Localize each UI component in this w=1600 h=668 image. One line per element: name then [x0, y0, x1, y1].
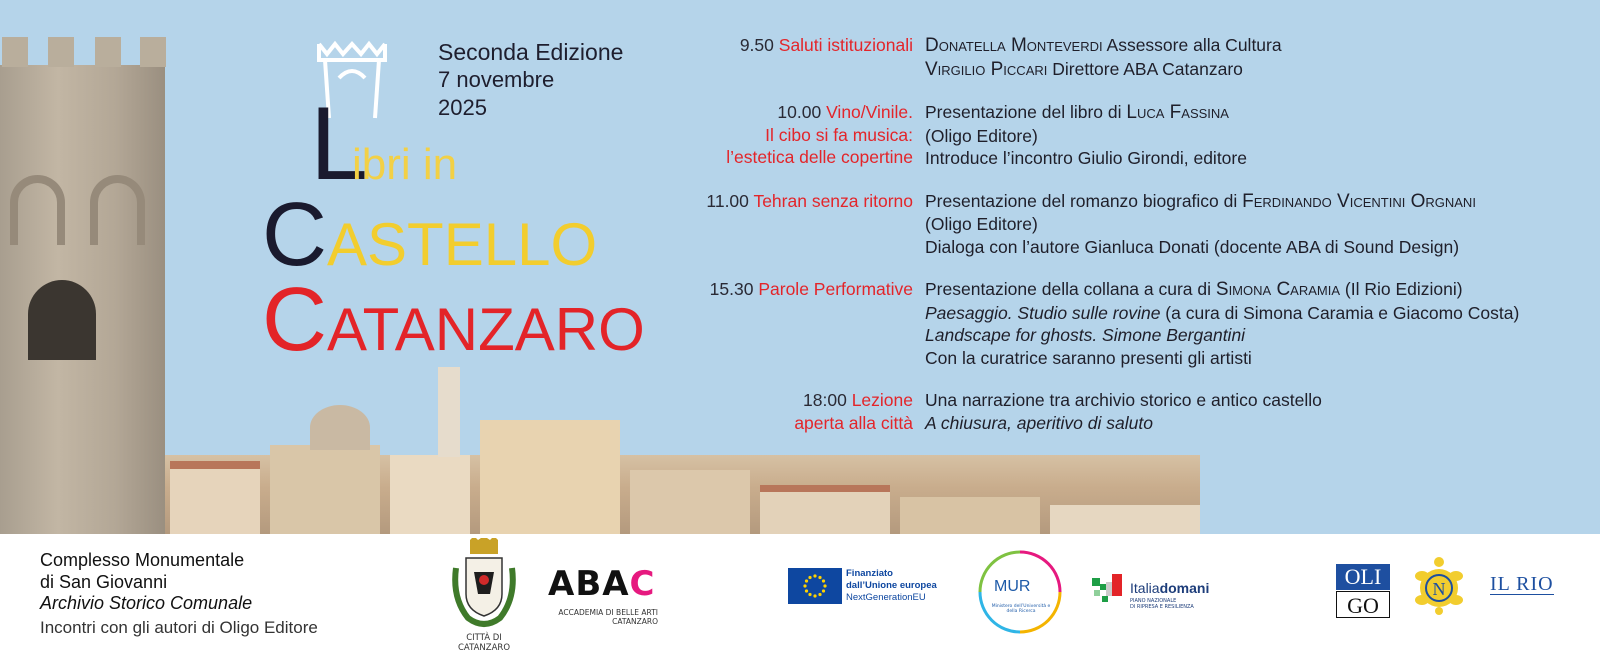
oligo-top: OLI — [1336, 564, 1390, 590]
speaker-name: Donatella Monteverdi — [925, 35, 1103, 56]
programme-time: 9.50 — [739, 35, 774, 55]
turtle-logo — [1414, 556, 1464, 616]
detail-text: Dialoga con l’autore Gianluca Donati (docente ABA di Sound Design) — [925, 236, 1460, 257]
logo-catanzaro-rest: ATANZARO — [327, 296, 645, 363]
programme-item — [640, 34, 1590, 81]
speaker-role: Assessore alla Cultura — [1102, 35, 1282, 55]
church-dome — [310, 405, 370, 450]
city-caption-line: CITTÀ DI — [466, 633, 502, 643]
aba-subtitle-line: CATANZARO — [612, 617, 658, 626]
italiadomani-wordmark — [1130, 580, 1209, 596]
aba-subtitle-line: ACCADEMIA DI BELLE ARTI — [558, 608, 658, 617]
aba-mark-accent: C — [629, 564, 656, 604]
ilrio-logo: IL RIO — [1490, 573, 1554, 595]
detail-text: Presentazione del romanzo biografico di — [925, 190, 1243, 211]
merlon — [95, 37, 121, 67]
book-title: Paesaggio. Studio sulle rovine — [925, 302, 1161, 323]
building — [270, 445, 380, 534]
aba-mark-letters: ABA — [548, 564, 630, 604]
programme-title: Tehran senza ritorno — [753, 190, 913, 211]
building — [760, 490, 890, 534]
logo-castello-rest: ASTELLO — [327, 211, 598, 278]
merlon — [140, 37, 166, 67]
logo-catanzaro — [262, 270, 645, 391]
aba-logo — [548, 564, 658, 634]
author-name: Luca Fassina — [1126, 102, 1229, 123]
italiadomani-subtitle — [1130, 598, 1194, 610]
building — [390, 455, 470, 534]
programme-time: 10.00 — [777, 102, 822, 122]
roof — [170, 461, 260, 469]
logo-castello-initial: C — [262, 185, 327, 285]
italiadomani-logo — [1090, 570, 1230, 610]
eu-funding-logo — [788, 568, 958, 608]
italiadomani-subtitle-line: DI RIPRESA E RESILIENZA — [1130, 604, 1194, 610]
programme-slot — [640, 34, 925, 81]
mur-logo — [976, 548, 1064, 636]
town-skyline — [150, 455, 1200, 534]
detail-text: Con la curatrice saranno presenti gli artisti — [925, 347, 1252, 368]
programme-slot — [640, 101, 925, 170]
merlon — [48, 37, 74, 67]
oligo-bottom: GO — [1336, 591, 1390, 618]
turtle-icon — [1414, 556, 1464, 616]
programme-title: Il cibo si fa musica: — [765, 124, 913, 145]
edition-label: Seconda Edizione — [438, 39, 624, 65]
italiadomani-part: Italia — [1130, 580, 1160, 596]
footer — [0, 534, 1600, 668]
programme-time: 15.30 — [709, 279, 754, 299]
detail-text: (Oligo Editore) — [925, 125, 1038, 146]
city-caption-line: CATANZARO — [457, 643, 511, 653]
programme-item — [640, 278, 1590, 369]
eu-funding-text — [846, 568, 937, 604]
speaker-name: Virgilio Piccari — [925, 58, 1048, 80]
programme-item — [640, 389, 1590, 434]
merlon — [2, 37, 28, 67]
curator-name: Simona Caramia — [1215, 279, 1341, 300]
turtle-letter: N — [1432, 579, 1446, 599]
programme-item — [640, 101, 1590, 170]
building — [1050, 505, 1200, 534]
series-subtitle: Incontri con gli autori di Oligo Editore — [40, 618, 318, 637]
programme-title: Parole Performative — [758, 279, 913, 299]
detail-text: (Il Rio Edizioni) — [1340, 279, 1463, 299]
programme-title: aperta alla città — [794, 412, 913, 433]
venue — [40, 550, 252, 615]
mur-label: MUR — [994, 578, 1031, 595]
programme-slot — [640, 389, 925, 434]
venue-line: Complesso Monumentale — [40, 550, 245, 570]
programme-details — [925, 190, 1590, 259]
event-logo — [260, 30, 645, 370]
event-year: 2025 — [438, 95, 487, 120]
eu-line: NextGenerationEU — [846, 592, 926, 603]
logo-libri-in: ibri in — [352, 140, 458, 189]
mur-subtitle: Ministero dell’Università e della Ricerca — [991, 604, 1051, 614]
aba-subtitle — [548, 608, 658, 626]
programme-details — [925, 101, 1590, 170]
author-name: Ferdinando Vicentini Orgnani — [1242, 190, 1476, 212]
building — [900, 497, 1040, 534]
castle-arch — [10, 175, 65, 245]
castle-arch — [90, 175, 145, 245]
city-crest-logo — [448, 538, 520, 663]
italiadomani-part: domani — [1159, 580, 1210, 596]
edition-info — [438, 38, 623, 122]
city-caption — [448, 633, 520, 653]
venue-line: di San Giovanni — [40, 571, 168, 592]
eu-line: dall’Unione europea — [846, 580, 937, 591]
programme-title: Saluti istituzionali — [778, 35, 913, 55]
roof — [760, 485, 890, 492]
building — [480, 420, 620, 534]
italy-flag-icon — [1090, 570, 1128, 608]
programme-item — [640, 190, 1590, 259]
programme-slot — [640, 278, 925, 369]
city-crest-icon — [448, 538, 520, 632]
detail-text: Introduce l’incontro Giulio Girondi, editore — [925, 148, 1247, 168]
speaker-role: Direttore ABA Catanzaro — [1047, 58, 1243, 79]
eu-line: Finanziato — [846, 568, 893, 579]
oligo-logo — [1336, 564, 1390, 618]
detail-text: Una narrazione tra archivio storico e antico castello — [925, 390, 1322, 410]
venue-line: Archivio Storico Comunale — [40, 593, 253, 613]
detail-text: (Oligo Editore) — [925, 214, 1038, 234]
building — [630, 470, 750, 534]
castle-tower — [0, 65, 165, 534]
book-title: Landscape for ghosts. Simone Bergantini — [925, 325, 1246, 345]
eu-flag-icon — [788, 568, 842, 604]
logo-catanzaro-initial: C — [262, 270, 327, 370]
programme-time: 18:00 — [803, 390, 847, 410]
programme-time: 11.00 — [706, 190, 749, 211]
event-date: 7 novembre — [438, 67, 555, 92]
programme-details — [925, 278, 1590, 369]
programme-title: l’estetica delle copertine — [726, 147, 913, 167]
programme-title: Vino/Vinile. — [826, 102, 913, 122]
programme-details — [925, 389, 1590, 434]
castle-window — [28, 280, 96, 360]
detail-text: Presentazione della collana a cura di — [925, 279, 1216, 299]
building — [170, 465, 260, 534]
detail-text: Presentazione del libro di — [925, 102, 1127, 122]
programme-slot — [640, 190, 925, 259]
detail-text: (a cura di Simona Caramia e Giacomo Costa) — [1160, 302, 1520, 323]
programme — [640, 34, 1590, 454]
italiadomani-subtitle-line: PIANO NAZIONALE — [1130, 598, 1177, 604]
programme-details — [925, 34, 1590, 81]
programme-title: Lezione — [851, 390, 913, 410]
aba-mark — [548, 564, 658, 604]
logo-letter-l: L — [310, 86, 368, 202]
detail-text: A chiusura, aperitivo di saluto — [925, 412, 1153, 433]
